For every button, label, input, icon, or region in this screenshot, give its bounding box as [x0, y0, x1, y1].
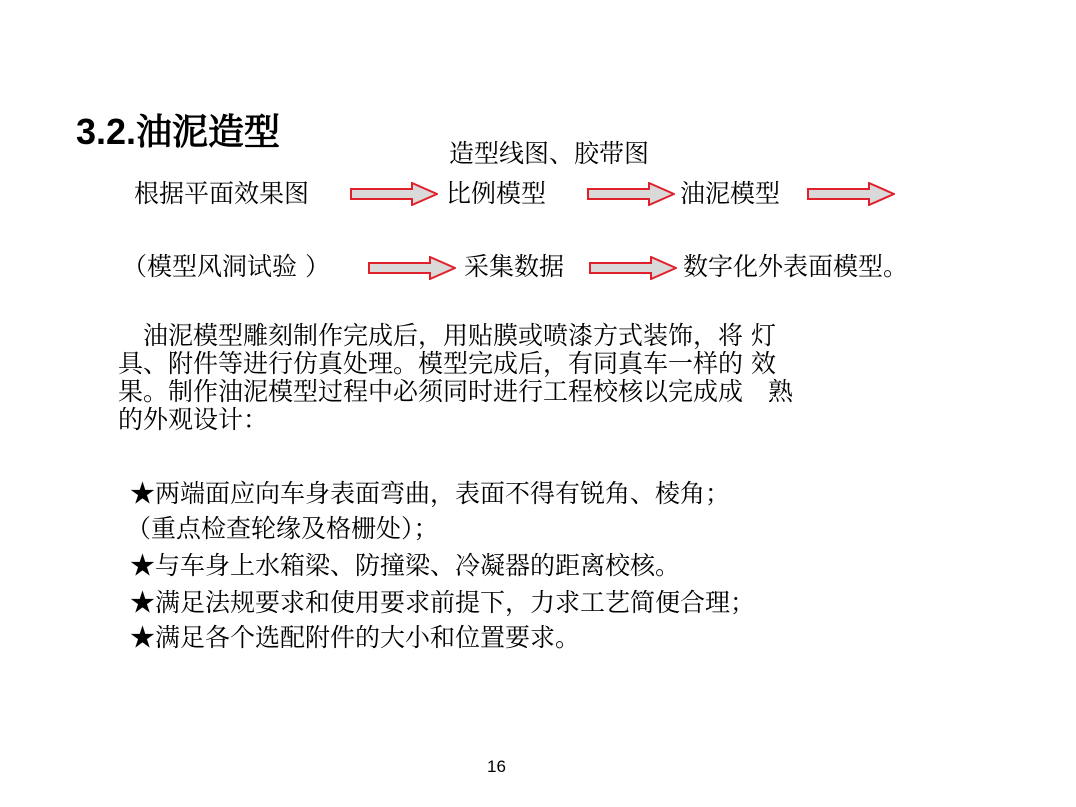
flow1-step3: 油泥模型	[680, 179, 781, 208]
flow1-label-above: 造型线图、胶带图	[449, 139, 650, 168]
paragraph-line: 油泥模型雕刻制作完成后，用贴膜或喷漆方式装饰，将 灯	[118, 321, 776, 350]
bullet-item: ★满足各个选配附件的大小和位置要求。	[130, 623, 581, 652]
bullet-item-note: （重点检查轮缘及格栅处）；	[126, 514, 439, 543]
flow2-step3: 数字化外表面模型。	[683, 252, 909, 281]
flow2-arrow-2	[589, 256, 677, 280]
flow1-step2: 比例模型	[446, 179, 547, 208]
page-number: 16	[487, 757, 506, 776]
flow2-arrow-1	[368, 256, 456, 280]
flow1-arrow-1	[350, 182, 438, 206]
bullet-item: ★与车身上水箱梁、防撞梁、冷凝器的距离校核。	[130, 551, 681, 580]
flow2-step2: 采集数据	[464, 252, 565, 281]
slide-title: 3.2.油泥造型	[76, 111, 281, 152]
flow1-step1: 根据平面效果图	[134, 179, 310, 208]
flow1-arrow-3	[807, 182, 895, 206]
flow2-step1: （模型风洞试验 ）	[122, 252, 330, 281]
bullet-item: ★满足法规要求和使用要求前提下，力求工艺简便合理；	[130, 588, 756, 617]
flow1-arrow-2	[587, 182, 675, 206]
bullet-item: ★两端面应向车身表面弯曲，表面不得有锐角、棱角；	[130, 479, 731, 508]
paragraph-line: 果。制作油泥模型过程中必须同时进行工程校核以完成成 熟	[118, 377, 794, 406]
paragraph-line: 的外观设计：	[118, 405, 269, 434]
description-paragraph	[118, 322, 938, 434]
paragraph-line: 具、附件等进行仿真处理。模型完成后，有同真车一样的 效	[118, 349, 776, 378]
